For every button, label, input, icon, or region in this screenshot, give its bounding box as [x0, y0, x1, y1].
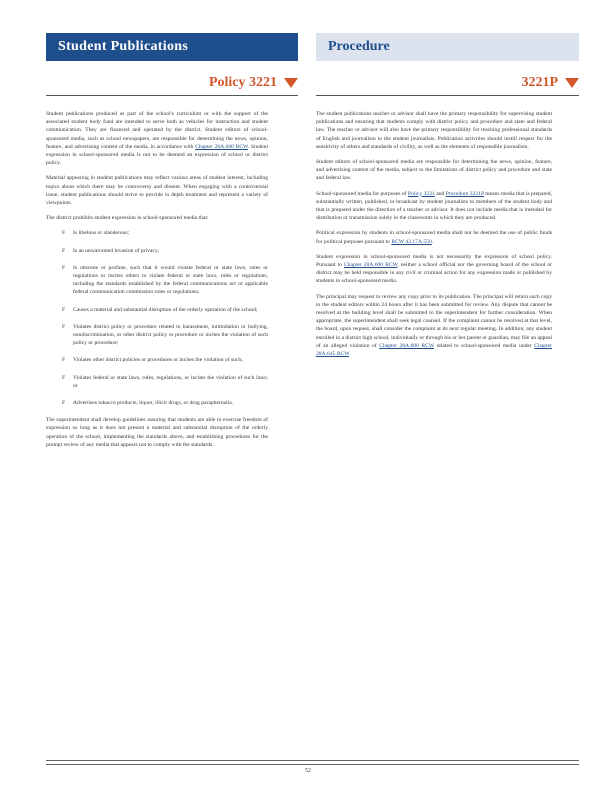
- bullet-icon: F: [62, 247, 66, 254]
- procedure-paragraph-3: School-sponsored media for purposes of Policy 3221 and Procedure 3221P means media that is prepared, substantially written, published, or broadcast by student journalists to members of the student body and that is prepared under the direction of a teacher or advisor. It does not include media that is intended for distribution or transmission solely in the classrooms in which they are produced.: [316, 190, 552, 222]
- procedure-3221p-link[interactable]: Procedure 3221P: [445, 190, 484, 197]
- list-item: F Violates other district policies or procedures or incites the violation of such;: [62, 357, 243, 364]
- list-item: F Violates district policy or procedure related to harassment, intimidation or bullying, nondiscrimination, or other district policy or procedure or incites the violation of such policy or procedure;: [62, 323, 268, 347]
- procedure-number-label: 3221P: [521, 75, 558, 90]
- section-header-procedure: Procedure: [316, 33, 579, 61]
- policy-column: [46, 110, 268, 456]
- list-item: F Is obscene or profane, such that it would violate federal or state laws, rules or regulations or incites others to violate federal or state laws, rules or regulations, including the standards established by the federal communications act or applicable federal communication commission rules or regulations;: [62, 264, 268, 296]
- bullet-icon: F: [62, 230, 66, 237]
- page-number: 52: [305, 768, 311, 774]
- chapter-28a645-link[interactable]: Chapter 28A.645 RCW: [316, 342, 552, 358]
- list-item: F Advertises tobacco products, liquor, illicit drugs, or drug paraphernalia.: [62, 400, 234, 407]
- list-item: F Is an unwarranted invasion of privacy;: [62, 247, 160, 254]
- policy-number-label: Policy 3221: [208, 75, 277, 90]
- policy-paragraph-1: Student publications produced as part of the school's curriculum or with the support of the associated student body fund are intended to serve both as vehicles for instruction and student communication. They are financed and operated by the district. Student editors of school-sponsored media, such as school newspapers, are responsible for determining the news, opinion, feature, and advertising content of the media, in accordance with Chapter 28A.600 RCW. Student expression in school-sponsored media is not to be deemed an expression of school or district policy.: [46, 111, 268, 167]
- list-item: F Is libelous or slanderous;: [62, 230, 130, 237]
- policy-paragraph-4: The superintendent shall develop guidelines assuring that students are able to exercise freedom of expression so long as it does not present a material and substantial disruption of the orderly operation of the school, implementing the standards above, and establishing procedures for the prompt review of any media that appears not to comply with the standards.: [46, 417, 268, 448]
- list-item: F Causes a material and substantial disruption of the orderly operation of the school;: [62, 306, 258, 313]
- policy-number-left: [190, 74, 298, 92]
- divider-left: [46, 95, 298, 96]
- policy-paragraph-2: Material appearing in student publications may reflect various areas of student interest, including topics about which there may be controversy and dissent. When engaging with a controversial issue, student publications should strive to provide in depth treatment and represent a variety of viewpoints.: [46, 175, 268, 207]
- bullet-icon: F: [62, 323, 66, 330]
- footer-divider: [46, 760, 579, 761]
- procedure-paragraph-4: Political expression by students in school-sponsored media shall not be deemed the use of public funds for political purposes pursuant to RCW 42.17A.550.: [316, 230, 552, 245]
- policy-paragraph-3: The district prohibits student expression in school-sponsored media that:: [46, 215, 209, 222]
- procedure-paragraph-5: Student expression in school-sponsored media is not necessarily the expression of school policy. Pursuant to Chapter 28A.600 RCW, neither a school official nor the governing board of the school or district may be held responsible in any civil or criminal action for any expression made or published by students in school-sponsored media.: [316, 253, 553, 285]
- procedure-paragraph-1: The student publications teacher or advisor shall have the primary responsibility for supervising student publications and ensuring that students comply with district policy and procedure and state and federal law. The teacher or advisor will also have the primary responsibility for teaching professional standards of English and journalism to the student journalists. Publication activities should instill respect for the sensitivity of others and standards of civility, as well as the elements of responsible journalism.: [316, 111, 552, 150]
- prohibited-expression-list: [46, 229, 268, 407]
- divider-right: [316, 95, 579, 96]
- policy-number-right: [470, 74, 579, 92]
- bullet-icon: F: [62, 400, 66, 407]
- chapter-28a600-link[interactable]: Chapter 28A.600 RCW: [195, 143, 248, 150]
- section-header-student-publications: Student Publications: [46, 33, 298, 61]
- bullet-icon: F: [62, 306, 66, 313]
- rcw-42-17a-550-link[interactable]: RCW 42.17A.550: [391, 238, 432, 245]
- bullet-icon: F: [62, 357, 66, 364]
- procedure-paragraph-2: Student editors of school-sponsored media are responsible for determining the news, opinion, feature, and advertising content of the media, subject to the limitations of district policy and procedure and state and federal law.: [316, 159, 552, 182]
- triangle-down-icon: [284, 78, 298, 88]
- bullet-icon: F: [62, 264, 66, 271]
- chapter-28a600-link[interactable]: Chapter 28A.600 RCW: [379, 342, 435, 349]
- chapter-28a600-link[interactable]: Chapter 28A.600 RCW: [343, 262, 398, 269]
- list-item: F Violates federal or state laws, rules, regulations, or incites the violation of such laws; or: [62, 374, 268, 389]
- triangle-down-icon: [565, 78, 579, 88]
- procedure-column: [316, 110, 552, 365]
- bullet-icon: F: [62, 374, 66, 381]
- policy-3221-link[interactable]: Policy 3221: [407, 190, 435, 197]
- procedure-paragraph-6: The principal may request to review any copy prior to its publication. The principal will return such copy to the student editors within 24 hours after it has been submitted for review. Any dispute that cannot be resolved at the building level shall be submitted to the superintendent for further consideration. When appropriate, the superintendent shall seek legal counsel. If the complaint cannot be resolved at that level, the board, upon request, shall consider the complaint at its next regular meeting. In addition, any student enrolled in a district high school, individually or through his or her parent or guardian, may file an appeal of an alleged violation of Chapter 28A.600 RCW related to school-sponsored media under Chapter 28A.645 RCW.: [316, 293, 552, 358]
- footer-divider: [46, 764, 579, 765]
